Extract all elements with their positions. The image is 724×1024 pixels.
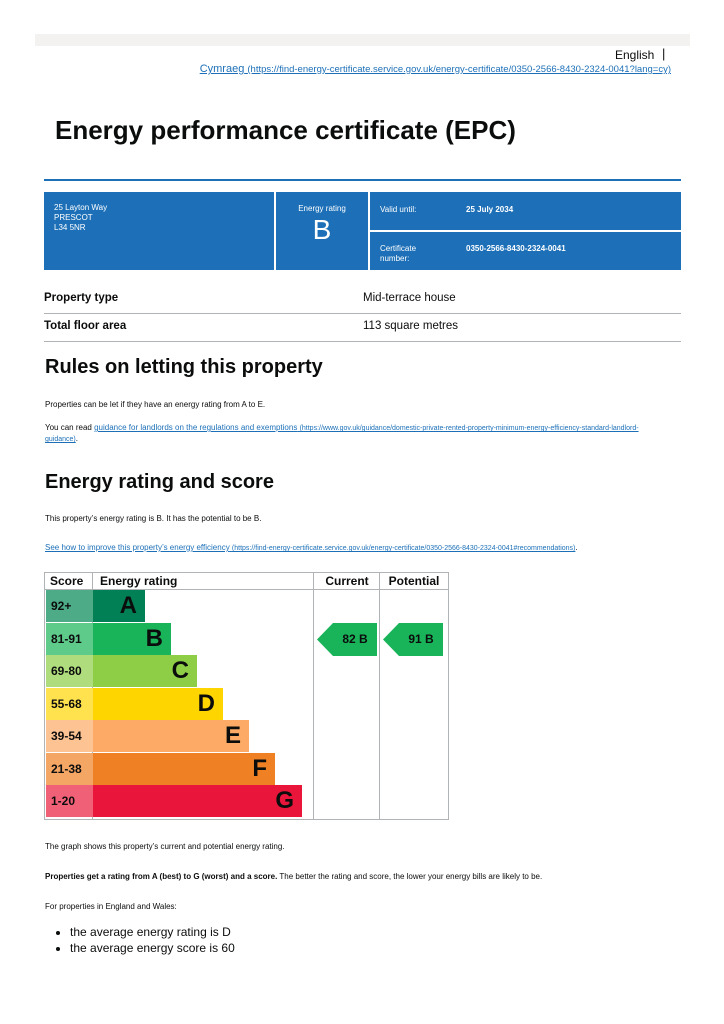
welsh-language-label[interactable]: Cymraeg — [199, 63, 245, 75]
top-banner — [35, 34, 690, 46]
property-address — [54, 203, 107, 233]
band-letter: E — [224, 722, 241, 749]
address-line-2: PRESCOT — [54, 213, 93, 222]
column-divider — [313, 573, 314, 819]
landlord-guidance-link[interactable] — [45, 423, 639, 443]
band-letter: C — [171, 657, 189, 684]
band-score: 81-91 — [46, 623, 93, 655]
summary-row-property-type — [44, 286, 681, 314]
address-line-3: L34 5NR — [54, 223, 86, 232]
energy-rating-heading: Energy rating and score — [45, 471, 274, 493]
improve-efficiency-link-text[interactable]: See how to improve this property’s energy efficiency — [45, 543, 230, 552]
band-letter: B — [145, 624, 163, 652]
energy-rating-graph — [44, 572, 449, 820]
letting-heading: Rules on letting this property — [45, 356, 323, 378]
column-header-current: Current — [314, 573, 380, 590]
landlord-guidance-link-text[interactable]: guidance for landlords on the regulations and exemptions — [94, 423, 298, 432]
improve-efficiency-link[interactable] — [45, 543, 578, 552]
guidance-prefix: You can read — [45, 423, 95, 432]
band-letter: G — [275, 787, 294, 814]
column-divider — [379, 573, 380, 819]
language-separator: | — [662, 46, 666, 61]
welsh-language-link[interactable] — [200, 63, 671, 75]
address-line-1: 25 Layton Way — [54, 203, 108, 212]
improve-efficiency-url[interactable]: (https://find-energy-certificate.service.gov.uk/energy-certificate/0350-2566-8430-2324-0041#recommendations) — [231, 545, 576, 552]
rating-explanation — [45, 872, 542, 882]
valid-until-label: Valid until: — [380, 205, 417, 214]
list-item: • the average energy score is 60 — [70, 940, 235, 956]
energy-rating-letter: B — [312, 214, 332, 245]
column-header-potential: Potential — [380, 573, 448, 590]
rating-statement: This property’s energy rating is B. It has the potential to be B. — [45, 514, 262, 523]
summary-key: Property type — [44, 292, 119, 304]
summary-row-floor-area — [44, 314, 681, 342]
band-letter: D — [197, 689, 215, 717]
band-bar — [93, 623, 171, 655]
band-bar — [93, 785, 302, 817]
band-bar — [93, 753, 275, 785]
band-letter: F — [252, 754, 267, 782]
column-header-score: Score — [45, 573, 92, 590]
band-score: 1-20 — [46, 785, 93, 817]
rating-explanation-bold: Properties get a rating from A (best) to G (worst) and a score. — [45, 872, 278, 881]
certificate-number-label: Certificate number: — [380, 244, 417, 263]
energy-rating-label: Energy rating — [298, 204, 346, 213]
band-bar — [93, 720, 249, 752]
band-score: 39-54 — [46, 720, 93, 752]
band-bar — [93, 688, 223, 720]
box-divider — [370, 230, 681, 232]
guidance-suffix: . — [75, 434, 78, 443]
averages-list — [70, 924, 235, 956]
landlord-guidance-paragraph — [45, 423, 665, 445]
certificate-number-value: 0350-2566-8430-2324-0041 — [466, 244, 566, 253]
band-letter: A — [119, 592, 137, 619]
list-item: • the average energy rating is D — [70, 924, 235, 940]
band-bar — [93, 590, 145, 622]
potential-rating-label: 91 B — [408, 631, 434, 646]
england-wales-note: For properties in England and Wales: — [45, 902, 177, 911]
band-bar — [93, 655, 197, 687]
graph-note: The graph shows this property’s current and potential energy rating. — [45, 842, 285, 851]
title-divider — [44, 179, 681, 181]
language-current: English — [615, 48, 655, 62]
band-score: 92+ — [46, 590, 93, 622]
band-score: 69-80 — [46, 655, 93, 687]
summary-key: Total floor area — [44, 320, 127, 332]
page-title: Energy performance certificate (EPC) — [55, 115, 516, 145]
valid-until-value: 25 July 2034 — [466, 205, 514, 214]
letting-paragraph: Properties can be let if they have an energy rating from A to E. — [45, 400, 266, 409]
welsh-language-url[interactable]: (https://find-energy-certificate.service.gov.uk/energy-certificate/0350-2566-8430-2324-0041?lang=cy) — [247, 64, 671, 75]
summary-value: 113 square metres — [363, 320, 459, 332]
summary-value: Mid-terrace house — [363, 292, 456, 304]
rating-explanation-rest: The better the rating and score, the lower your energy bills are likely to be. — [277, 872, 543, 881]
column-header-energy-rating: Energy rating — [92, 573, 314, 590]
band-score: 55-68 — [46, 688, 93, 720]
band-score: 21-38 — [46, 753, 93, 785]
landlord-guidance-url[interactable]: (https://www.gov.uk/guidance/domestic-private-rented-property-minimum-energy-efficiency-standard-landlord-guidance) — [45, 425, 639, 443]
improve-efficiency-paragraph — [45, 543, 578, 554]
certificate-summary-box — [44, 192, 681, 270]
improve-suffix: . — [575, 543, 578, 552]
current-rating-label: 82 B — [342, 631, 368, 646]
